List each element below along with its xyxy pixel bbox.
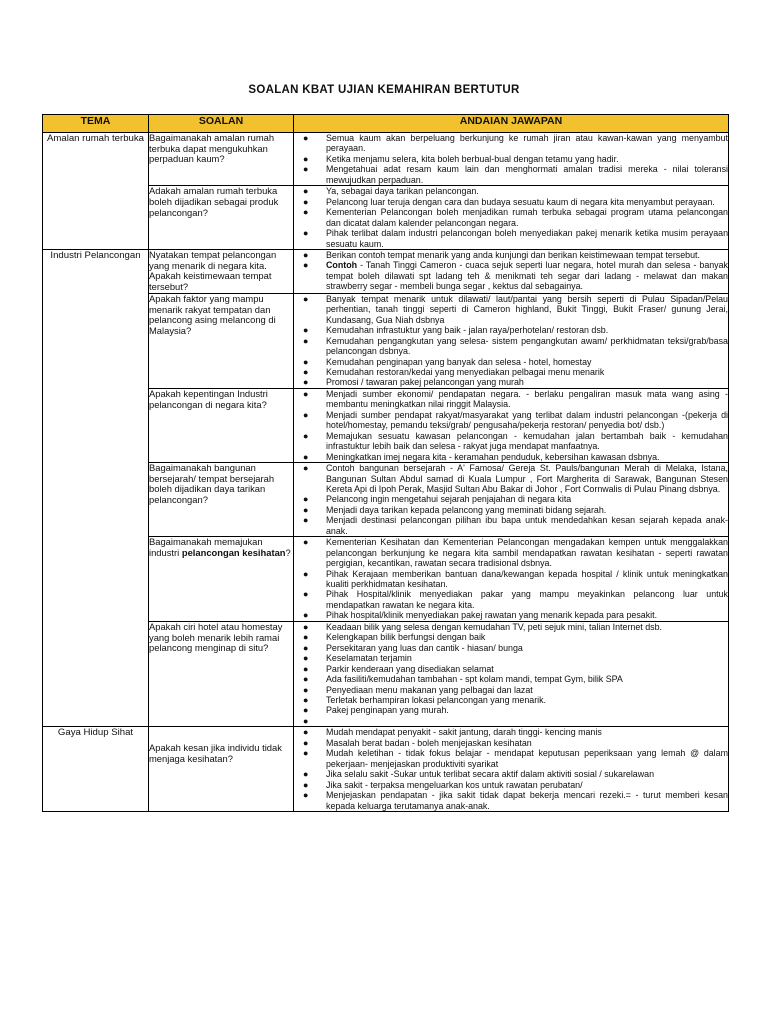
list-item: ● Parkir kenderaan yang disediakan selamat: [303, 663, 494, 674]
answer-list: [294, 186, 728, 249]
list-item: ● Pihak Hospital/klinik menyediakan pakar yang mampu meyakinkan pelancong luar untuk mendapatkan rawatan ke negara kita.: [303, 589, 728, 610]
bullet-icon: ●: [303, 260, 309, 271]
answer-cell: [294, 463, 729, 537]
list-item: ● Kemudahan penginapan yang banyak dan selesa - hotel, homestay: [303, 356, 592, 367]
list-item: ● Keselamatan terjamin: [303, 653, 412, 664]
answer-list: [294, 463, 728, 536]
bullet-icon: ●: [303, 779, 309, 790]
bullet-icon: ●: [303, 537, 309, 548]
bullet-icon: ●: [303, 737, 309, 748]
bullet-icon: ●: [303, 515, 309, 526]
bullet-icon: ●: [303, 186, 309, 197]
bullet-icon: ●: [303, 684, 309, 695]
answer-cell: [294, 249, 729, 293]
answer-list: [294, 727, 728, 811]
bullet-icon: ●: [303, 335, 309, 346]
bullet-icon: ●: [303, 325, 309, 336]
list-item: ● Contoh - Tanah Tinggi Cameron - cuaca sejuk seperti luar negara, hotel murah dan selesa - banyak tempat boleh dilawati spt ladang teh & menikmati teh segar dari ladang - melawat dan makan strawberry segar - membeli bunga segar , kektus dal sebagainya.: [303, 260, 728, 292]
bullet-icon: ●: [303, 695, 309, 706]
list-item: ● Menjadi daya tarikan kepada pelancong yang meminati bidang sejarah.: [303, 504, 607, 515]
bullet-icon: ●: [303, 621, 309, 632]
list-item: ● Kemudahan pengangkutan yang selesa- sistem pengangkutan awam/ perkhidmatan teksi/grab/basa pelancongan dsbnya.: [303, 335, 728, 357]
list-item: ● Menjadi sumber ekonomi/ pendapatan negara. - berlaku pengaliran masuk mata wang asing - membantu meningkatkan nilai ringgit Malaysia.: [303, 388, 728, 410]
bullet-icon: ●: [303, 430, 309, 441]
list-item: ● Jika selalu sakit -Sukar untuk terlibat secara aktif dalam aktiviti sosial / sukarelawan: [303, 769, 655, 780]
list-item: ● Promosi / tawaran pakej pelancongan yang murah: [303, 377, 524, 388]
list-item: ● Ada fasiliti/kemudahan tambahan - spt kolam mandi, tempat Gym, bilik SPA: [303, 674, 623, 685]
answer-cell: [294, 293, 729, 388]
soalan-cell: Apakah kesan jika individu tidak menjaga kesihatan?: [149, 727, 294, 812]
soalan-keyword: pelancongan kesihatan: [181, 546, 286, 558]
bullet-icon: ●: [303, 451, 309, 462]
list-item: [294, 716, 728, 726]
list-item: ● Kemudahan restoran/kedai yang menyediakan pelbagai menu menarik: [303, 366, 605, 377]
list-item: ● Pihak hospital/klinik menyediakan pakej rawatan yang menarik kepada para pesakit.: [303, 610, 658, 621]
table-row: [43, 133, 729, 186]
soalan-cell: Apakah faktor yang mampu menarik rakyat tempatan dan pelancong asing melancong di Malaysia?: [149, 293, 294, 388]
bullet-icon: ●: [303, 388, 309, 399]
bullet-icon: ●: [303, 196, 309, 207]
answer-list: [294, 622, 728, 727]
list-item: ● Mudah mendapat penyakit - sakit jantung, darah tinggi- kencing manis: [303, 727, 602, 738]
bullet-icon: ●: [303, 293, 309, 304]
bullet-icon: ●: [303, 727, 309, 738]
bullet-icon: ●: [303, 207, 309, 218]
list-item: ● Berikan contoh tempat menarik yang anda kunjungi dan berikan keistimewaan tempat tersebut.: [303, 249, 700, 260]
list-item: ● Banyak tempat menarik untuk dilawati/ laut/pantai yang bersih seperti di Pulau Sipadan/Pelau perhentian, tanah tinggi seperti di Cameron highland, Bukit Tinggi, Bukit Fraser/ gunung Jerai, Kundasang, Gua Niah dsbnya: [303, 293, 728, 325]
list-item: ● Pakej penginapan yang murah.: [303, 705, 449, 716]
page-title: SOALAN KBAT UJIAN KEMAHIRAN BERTUTUR: [248, 84, 520, 96]
table-row: [43, 249, 729, 293]
list-item: ● Memajukan sesuatu kawasan pelancongan - kemudahan jalan bertambah baik - kemudahan infrastuktur lebih baik dan selesa - rakyat juga mendapat manfaatnya.: [303, 430, 728, 452]
list-item: ● Kelengkapan bilik berfungsi dengan baik: [303, 632, 486, 643]
header-tema: TEMA: [43, 115, 149, 133]
list-item: ● Menjadi sumber pendapat rakyat/masyarakat yang terlibat dalam industri pelancongan -(pekerja di hotel/homestay, pemandu teksi/grab/ pengusaha/pekerja restoran/ penyedia bot/ dsb.): [303, 409, 728, 431]
bullet-icon: ●: [303, 377, 309, 388]
answer-cell: [294, 621, 729, 727]
list-item: ● Pihak terlibat dalam industri pelancongan boleh menyediakan pakej menarik ketika musim perayaan sesuatu kaum.: [303, 228, 728, 249]
list-item: ● Meningkatkan imej negara kita - keramahan penduduk, kebersihan kawasan dsbnya.: [303, 451, 660, 462]
list-item: ● Keadaan bilik yang selesa dengan kemudahan TV, peti sejuk mini, talian Internet dsb.: [303, 621, 662, 632]
bullet-icon: ●: [303, 632, 309, 643]
bullet-icon: ●: [303, 769, 309, 780]
bullet-icon: ●: [303, 228, 309, 239]
list-item: ● Pihak Kerajaan memberikan bantuan dana/kewangan kepada hospital / klinik untuk meningkatkan kualiti perkhidmatan kesihatan.: [303, 568, 728, 590]
bullet-icon: ●: [303, 356, 309, 367]
list-item: ● Persekitaran yang luas dan cantik - hiasan/ bunga: [303, 642, 523, 653]
bullet-icon: ●: [303, 504, 309, 515]
soalan-cell: Nyatakan tempat pelancongan yang menarik di negara kita. Apakah keistimewaan tempat tersebut?: [149, 249, 294, 293]
list-item: ● Penyediaan menu makanan yang pelbagai dan lazat: [303, 684, 533, 695]
list-item: ● Mudah keletihan - tidak fokus belajar - mendapat keputusan peperiksaan yang lemah @ dalam pekerjaan- menjejaskan produktiviti syarikat: [303, 748, 728, 769]
header-soalan: SOALAN: [149, 115, 294, 133]
list-item: ● Pelancong ingin mengetahui sejarah penjajahan di negara kita: [303, 494, 572, 505]
list-item: ● Masalah berat badan - boleh menjejaskan kesihatan: [303, 737, 532, 748]
list-item: ● Menjejaskan pendapatan - jika sakit tidak dapat bekerja mencari rezeki.= - turut memberi kesan kepada keluarga terutamanya anak-anak.: [303, 790, 728, 811]
list-item: ● Kemudahan infrastuktur yang baik - jalan raya/perhotelan/ restoran dsb.: [303, 325, 609, 336]
bullet-icon: ●: [303, 409, 309, 420]
list-item: ● Pelancong luar teruja dengan cara dan budaya sesuatu kaum di negara kita menyambut perayaan.: [303, 196, 715, 207]
bullet-icon: ●: [303, 674, 309, 685]
bullet-icon: ●: [303, 642, 309, 653]
bullet-icon: ●: [303, 589, 309, 600]
bullet-icon: ●: [303, 133, 309, 143]
answer-cell: [294, 727, 729, 812]
list-item: ● Kementerian Kesihatan dan Kementerian Pelancongan mengadakan kempen untuk menggalakkan pelancongan berkunjung ke negara kita sambil mendapatkan rawatan kesihatan - seperti rawatan pergigian, kecantikan, rawatan secara tradisional dsbnya.: [303, 537, 728, 569]
soalan-cell: Apakah kepentingan Industri pelancongan di negara kita?: [149, 388, 294, 462]
bullet-icon: ●: [303, 663, 309, 674]
soalan-cell: Bagaimanakah memajukan industri pelancongan kesihatan?: [149, 537, 294, 622]
answer-cell: [294, 186, 729, 250]
list-item: ● Contoh bangunan bersejarah - A' Famosa/ Gereja St. Pauls/bangunan Merah di Melaka, Istana, Bangunan Sultan Abdul samad di Kuala Lumpur , Fort Margherita di Sarawak, Bangunan Stesen Kereta Api di Ipoh Perak, Masjid Sultan Abu Bakar di Johor , Fort Cornwalis di Pulau Pinang dsbnya.: [303, 463, 728, 494]
answer-list: [294, 389, 728, 462]
list-item: ● Terletak berhampiran lokasi pelancongan yang menarik.: [303, 695, 547, 706]
tema-cell: Amalan rumah terbuka: [43, 133, 149, 250]
bullet-icon: ●: [303, 790, 309, 801]
qa-table: [42, 114, 729, 812]
soalan-cell: Bagaimanakah bangunan bersejarah/ tempat bersejarah boleh dijadikan daya tarikan pelancongan?: [149, 463, 294, 537]
soalan-cell: Adakah amalan rumah terbuka boleh dijadikan sebagai produk pelancongan?: [149, 186, 294, 250]
bullet-icon: ●: [303, 715, 309, 726]
bullet-icon: ●: [303, 610, 309, 621]
answer-list: [294, 133, 728, 185]
bullet-icon: ●: [303, 653, 309, 664]
list-item: ● Semua kaum akan berpeluang berkunjung ke rumah jiran atau kawan-kawan yang menyambut perayaan.: [303, 133, 728, 154]
list-item: ● Mengetahuai adat resam kaum lain dan menghormati amalan tradisi mereka - nilai toleransi mewujudkan perpaduan.: [303, 164, 728, 185]
tema-cell: Industri Pelancongan: [43, 249, 149, 726]
answer-list: [294, 250, 728, 292]
soalan-cell: Apakah ciri hotel atau homestay yang boleh menarik lebih ramai pelancong menginap di situ?: [149, 621, 294, 727]
list-item: ● Menjadi destinasi pelancongan pilihan ibu bapa untuk mendedahkan kesan sejarah kepada anak-anak.: [303, 515, 728, 536]
bullet-icon: ●: [303, 366, 309, 377]
answer-cell: [294, 133, 729, 186]
bullet-icon: ●: [303, 748, 309, 759]
soalan-cell: Bagaimanakah amalan rumah terbuka dapat mengukuhkan perpaduan kaum?: [149, 133, 294, 186]
tema-cell: Gaya Hidup Sihat: [43, 727, 149, 812]
bullet-icon: ●: [303, 463, 309, 474]
answer-list: [294, 294, 728, 388]
list-item: ● Ya, sebagai daya tarikan pelancongan.: [303, 186, 479, 197]
list-item: ● Kementerian Pelancongan boleh menjadikan rumah terbuka sebagai program utama pelancongan dan dicatat dalam kalender pelancongan negara.: [303, 207, 728, 228]
bullet-icon: ●: [303, 568, 309, 579]
table-row: [43, 727, 729, 812]
list-item: ● Jika sakit - terpaksa mengeluarkan kos untuk rawatan perubatan/: [303, 779, 583, 790]
bullet-icon: ●: [303, 249, 309, 260]
list-item: ● Ketika menjamu selera, kita boleh berbual-bual dengan tetamu yang hadir.: [303, 153, 619, 164]
bullet-icon: ●: [303, 705, 309, 716]
bullet-icon: ●: [303, 494, 309, 505]
bullet-icon: ●: [303, 164, 309, 175]
answer-list: [294, 537, 728, 621]
header-jawapan: ANDAIAN JAWAPAN: [294, 115, 729, 133]
table-header-row: [43, 115, 729, 133]
answer-cell: [294, 388, 729, 462]
answer-cell: [294, 537, 729, 622]
contoh-label: Contoh: [326, 260, 358, 271]
bullet-icon: ●: [303, 153, 309, 164]
